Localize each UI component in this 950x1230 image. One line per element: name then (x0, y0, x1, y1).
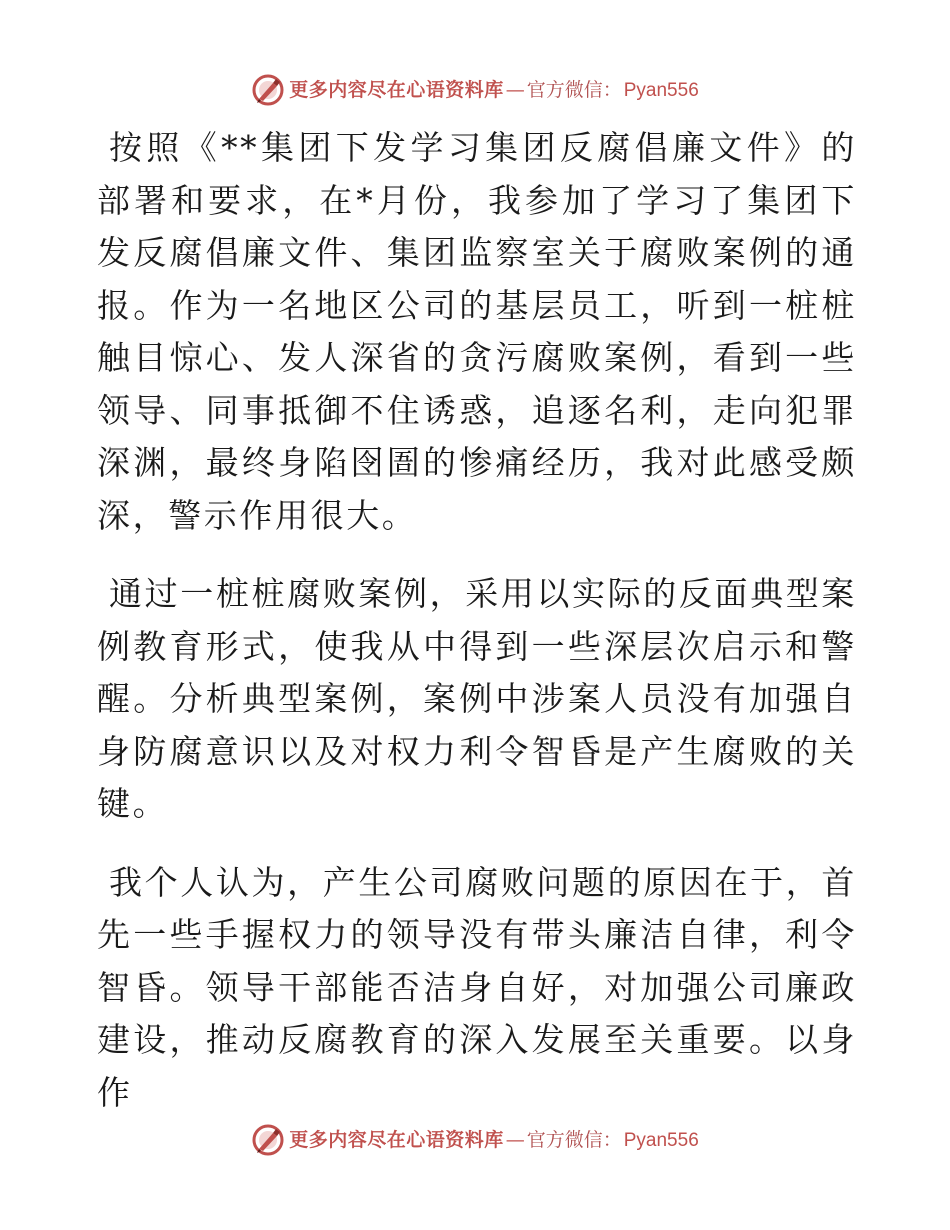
banner-dash: — (505, 78, 525, 101)
pen-logo-icon (251, 73, 285, 107)
banner-wechat-id: Pyan556 (623, 1129, 699, 1151)
document-body (97, 122, 857, 1145)
banner-text (289, 1128, 699, 1151)
paragraph-1: 按照《**集团下发学习集团反腐倡廉文件》的部署和要求，在*月份，我参加了学习了集团下发反腐倡廉文件、集团监察室关于腐败案例的通报。作为一名地区公司的基层员工，听到一桩桩触目惊心、发人深省的贪污腐败案例，看到一些领导、同事抵御不住诱惑，追逐名利，走向犯罪深渊，最终身陷囹圄的惨痛经历，我对此感受颇深，警示作用很大。 (97, 128, 857, 535)
footer-banner (0, 1120, 950, 1160)
banner-wechat-id: Pyan556 (623, 79, 699, 101)
banner-main-text: 更多内容尽在心语资料库 (289, 1128, 504, 1151)
banner-wechat-label: 官方微信： (526, 78, 622, 101)
banner-text (289, 78, 699, 101)
banner-dash: — (505, 1128, 525, 1151)
header-banner (0, 70, 950, 110)
pen-logo-icon (251, 1123, 285, 1157)
banner-main-text: 更多内容尽在心语资料库 (289, 78, 504, 101)
banner-wechat-label: 官方微信： (526, 1128, 622, 1151)
paragraph-3: 我个人认为，产生公司腐败问题的原因在于，首先一些手握权力的领导没有带头廉洁自律，利令智昏。领导干部能否洁身自好，对加强公司廉政建设，推动反腐教育的深入发展至关重要。以身作 (97, 862, 857, 1112)
paragraph-2: 通过一桩桩腐败案例，采用以实际的反面典型案例教育形式，使我从中得到一些深层次启示和警醒。分析典型案例，案例中涉案人员没有加强自身防腐意识以及对权力利令智昏是产生腐败的关键。 (97, 574, 857, 823)
